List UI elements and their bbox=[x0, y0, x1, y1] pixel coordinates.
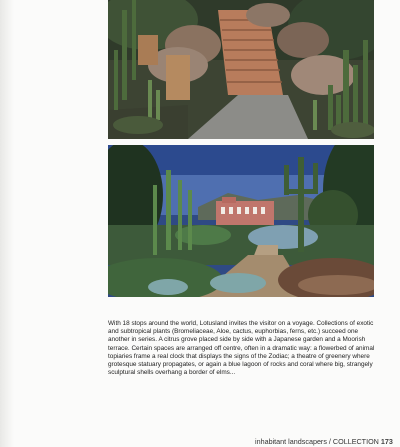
photo-garden-villa-image bbox=[108, 145, 374, 297]
body-caption bbox=[108, 320, 378, 377]
photo-garden-villa bbox=[108, 145, 374, 297]
footer-label: inhabitant landscapers / COLLECTION bbox=[255, 437, 379, 446]
page-number: 173 bbox=[380, 437, 393, 446]
photo-stairway-terrace-image bbox=[108, 0, 374, 139]
caption-paragraph: With 18 stops around the world, Lotusland invites the visitor on a voyage. Collections of exotic and subtropical plants (Bromeliaceae, Aloe, cactus, euphorbias, ferns, etc.) succeed one another in series. A citrus grove placed side by side with a Japanese garden and a Moorish terrace. Certain spaces are arranged off centre, often in a dramatic way: a flowerbed of animal topiaries frame a real clock that displays the signs of the Zodiac; a theatre of greenery where grotesque statuary propagates, or again a blue lagoon of rocks and coral where big, strangely sculptural shells overhang a border of elms... bbox=[108, 320, 375, 377]
page-footer bbox=[255, 437, 400, 446]
page-gutter-shadow bbox=[0, 0, 14, 447]
photo-stairway-terrace bbox=[108, 0, 374, 139]
